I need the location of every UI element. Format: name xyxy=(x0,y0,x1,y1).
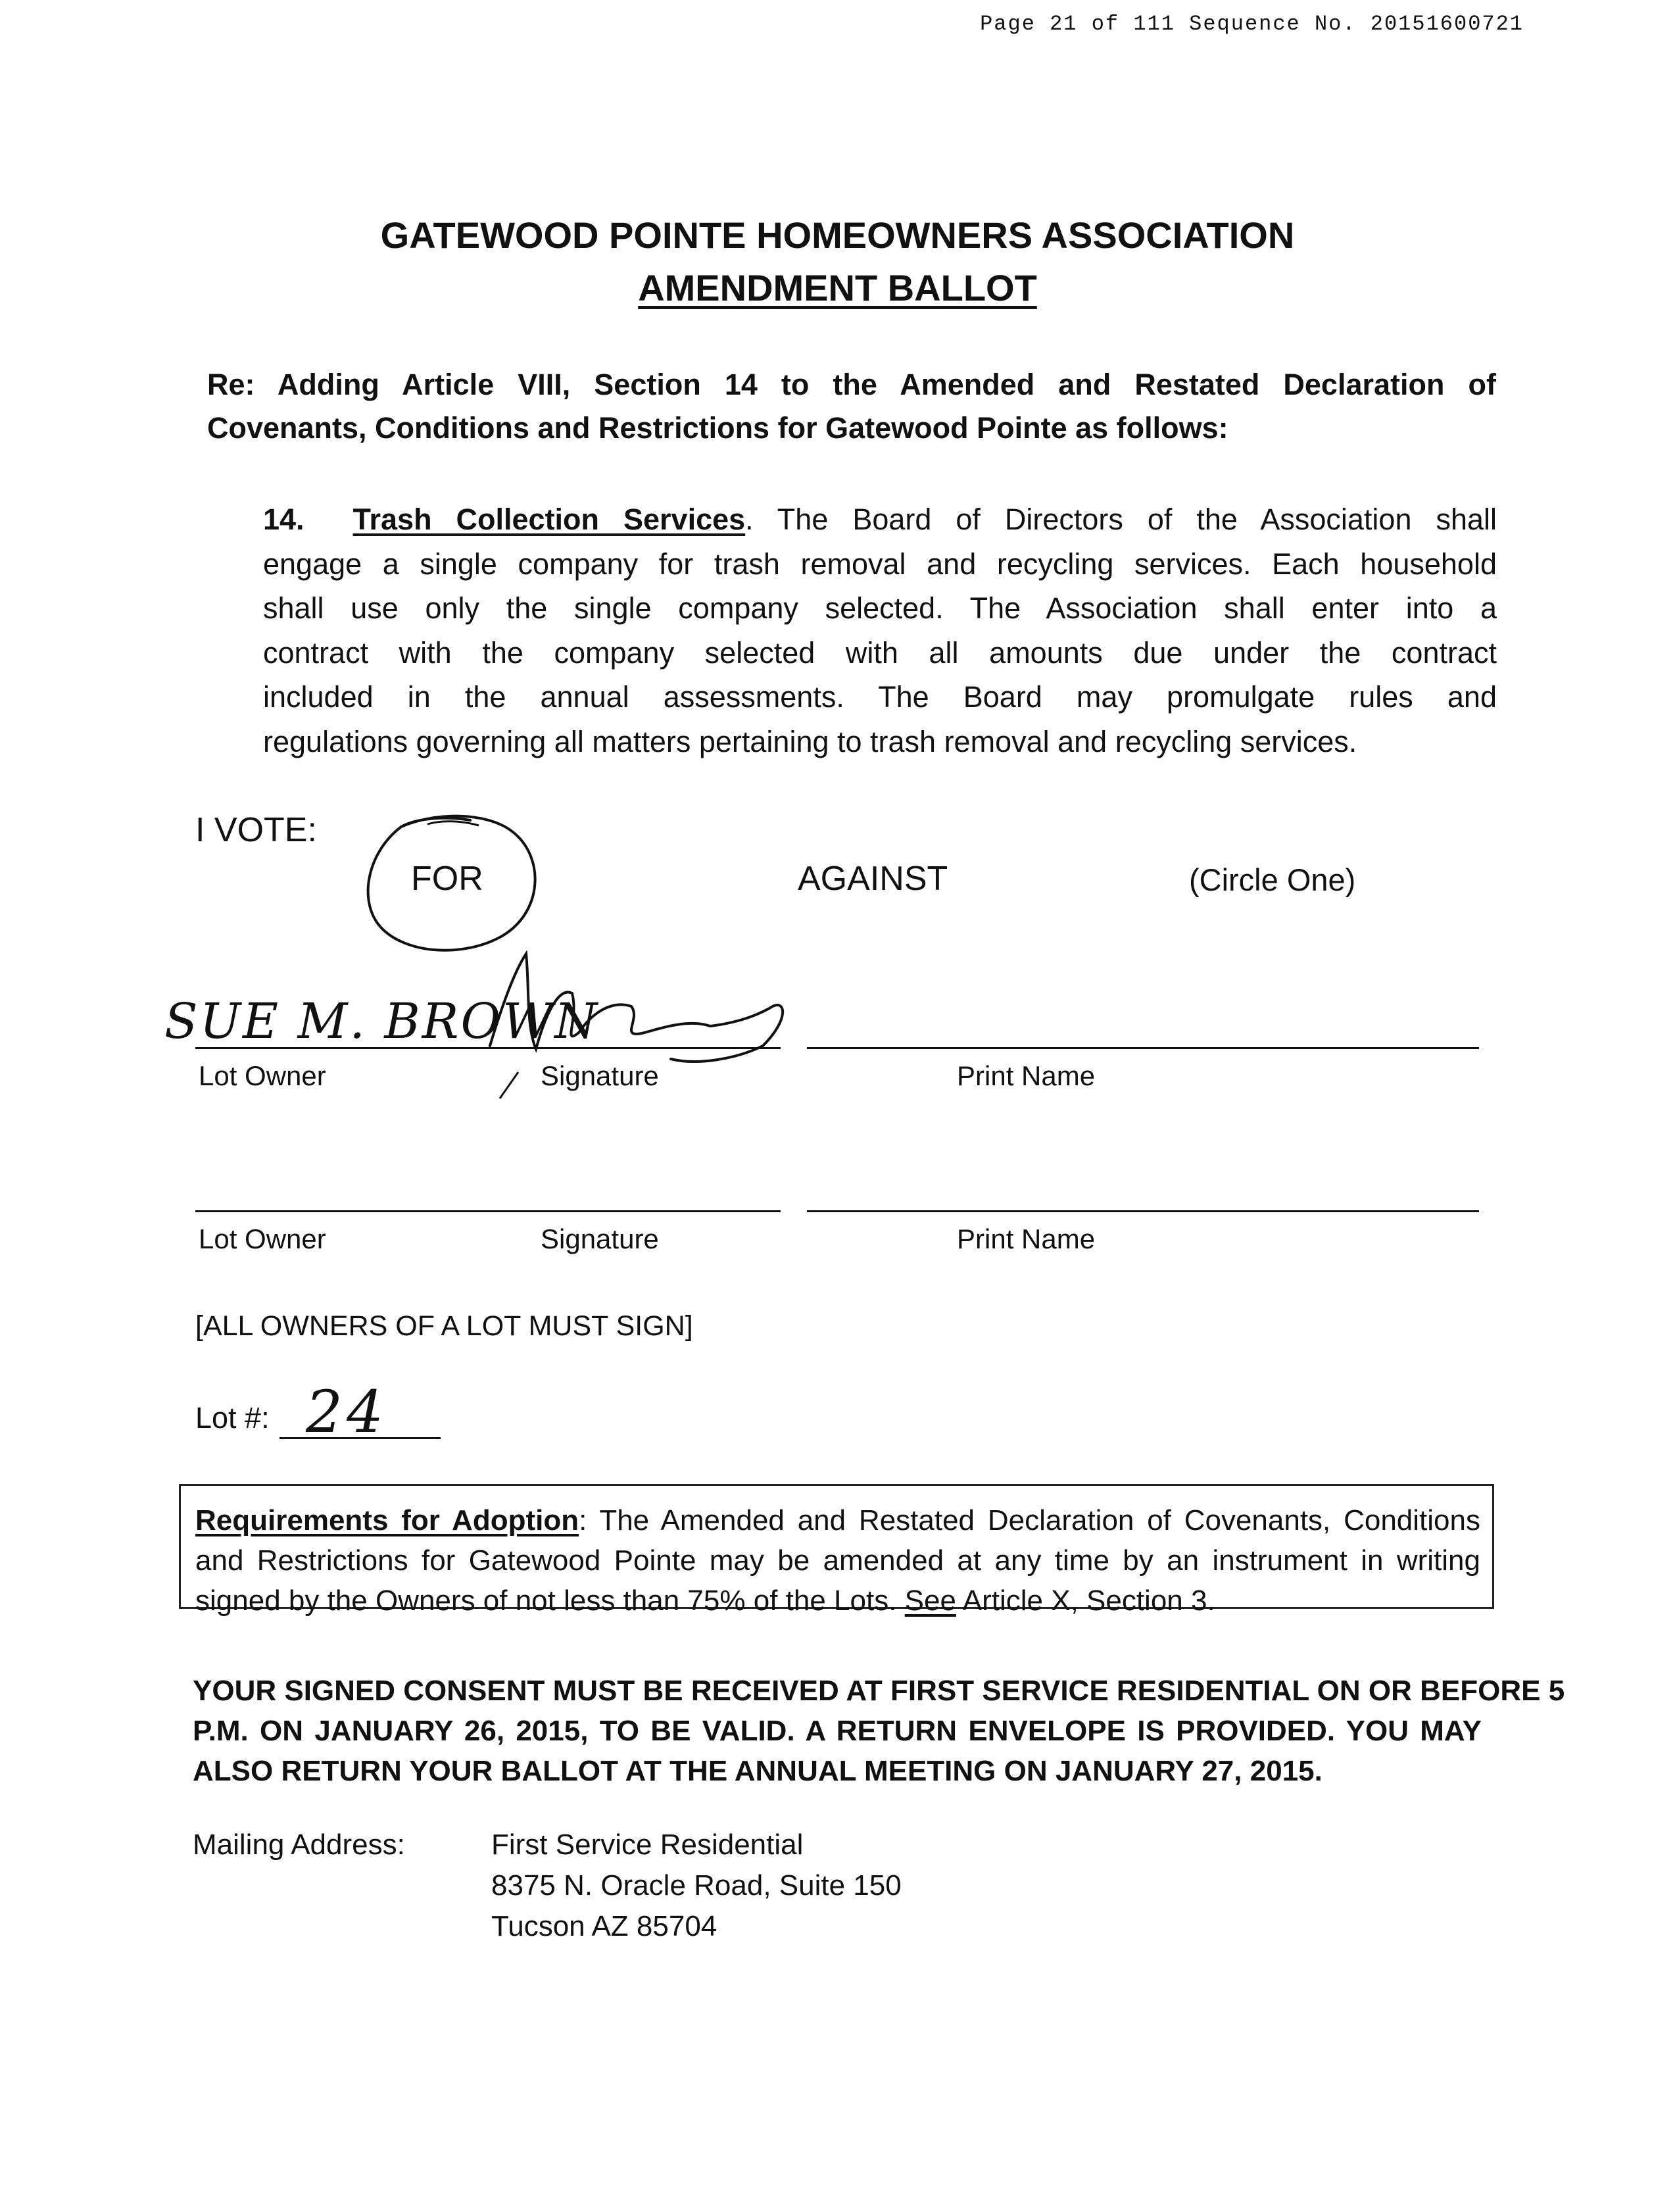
lot-owner-label-1: Lot Owner xyxy=(199,1060,326,1091)
section-line-2: engage a single company for trash removal and recycling services. Each household xyxy=(263,547,1497,581)
mailing-address-line-1: First Service Residential xyxy=(491,1829,804,1861)
requirements-line-3 xyxy=(195,1581,1480,1621)
ballot-title: AMENDMENT BALLOT xyxy=(638,267,1037,308)
handwritten-lot-number-mark xyxy=(303,1378,421,1444)
all-owners-note: [ALL OWNERS OF A LOT MUST SIGN] xyxy=(195,1310,693,1342)
notice-line-2: P.M. ON JANUARY 26, 2015, TO BE VALID. A RETURN ENVELOPE IS PROVIDED. YOU MAY xyxy=(193,1715,1482,1747)
requirements-box xyxy=(179,1484,1494,1617)
vote-option-against[interactable]: AGAINST xyxy=(798,860,948,898)
requirements-line-1 xyxy=(195,1500,1480,1540)
mailing-address-label: Mailing Address: xyxy=(193,1829,405,1861)
handwritten-owner-signature xyxy=(158,934,842,1105)
lot-owner-label-2: Lot Owner xyxy=(199,1223,326,1254)
re-line-1: Re: Adding Article VIII, Section 14 to the Amended and Restated Declaration of xyxy=(207,368,1496,401)
print-name-line-2 xyxy=(807,1210,1479,1212)
section-line-6: regulations governing all matters pertaining to trash removal and recycling services. xyxy=(263,724,1357,758)
handwritten-lot-number: 24 xyxy=(306,1378,387,1444)
handwritten-owner-name: SUE M. BROWN xyxy=(164,993,599,1050)
signature-line-2 xyxy=(195,1210,781,1212)
section-line-4: contract with the company selected with all amounts due under the contract xyxy=(263,635,1497,670)
mailing-address-line-3: Tucson AZ 85704 xyxy=(491,1910,717,1942)
association-title: GATEWOOD POINTE HOMEOWNERS ASSOCIATION xyxy=(380,214,1295,256)
vote-label: I VOTE: xyxy=(195,811,317,849)
vote-option-for[interactable]: FOR xyxy=(411,860,483,898)
requirements-line-2: and Restrictions for Gatewood Pointe may be amended at any time by an instrument in writing xyxy=(195,1544,1480,1577)
requirements-line-3-post: Article X, Section 3. xyxy=(956,1585,1215,1617)
print-name-label-1: Print Name xyxy=(957,1060,1096,1091)
section-line-3: shall use only the single company selected. The Association shall enter into a xyxy=(263,591,1497,625)
mailing-address-line-2: 8375 N. Oracle Road, Suite 150 xyxy=(491,1869,902,1902)
notice-line-1: YOUR SIGNED CONSENT MUST BE RECEIVED AT FIRST SERVICE RESIDENTIAL ON OR BEFORE 5 xyxy=(193,1675,1565,1707)
requirements-see: See xyxy=(904,1585,956,1617)
re-statement xyxy=(207,363,1496,450)
section-line-5: included in the annual assessments. The Board may promulgate rules and xyxy=(263,680,1497,714)
print-name-line-1 xyxy=(807,1047,1479,1049)
section-14-paragraph xyxy=(263,497,1497,764)
print-name-label-2: Print Name xyxy=(957,1223,1096,1254)
re-line-2: Covenants, Conditions and Restrictions for Gatewood Pointe as follows: xyxy=(207,411,1228,445)
requirements-line-3-pre: signed by the Owners of not less than 75% of the Lots. xyxy=(195,1585,905,1617)
signature-label-2: Signature xyxy=(541,1223,659,1254)
lot-number-label: Lot #: xyxy=(195,1401,270,1435)
notice-line-3: ALSO RETURN YOUR BALLOT AT THE ANNUAL MEETING ON JANUARY 27, 2015. xyxy=(193,1755,1323,1787)
section-number: 14. xyxy=(263,503,304,536)
section-line-1-rest: . The Board of Directors of the Association shall xyxy=(745,503,1497,536)
section-heading: Trash Collection Services xyxy=(352,503,746,536)
vote-instruction: (Circle One) xyxy=(1189,862,1356,897)
signature-label-1: Signature xyxy=(541,1060,659,1091)
section-line-1 xyxy=(263,497,1497,542)
requirements-line-1-rest: : The Amended and Restated Declaration of Covenants, Conditions xyxy=(579,1504,1480,1536)
deadline-notice xyxy=(193,1671,1565,1791)
page-sequence-header: Page 21 of 111 Sequence No. 20151600721 xyxy=(980,12,1524,36)
requirements-heading: Requirements for Adoption xyxy=(195,1504,579,1536)
